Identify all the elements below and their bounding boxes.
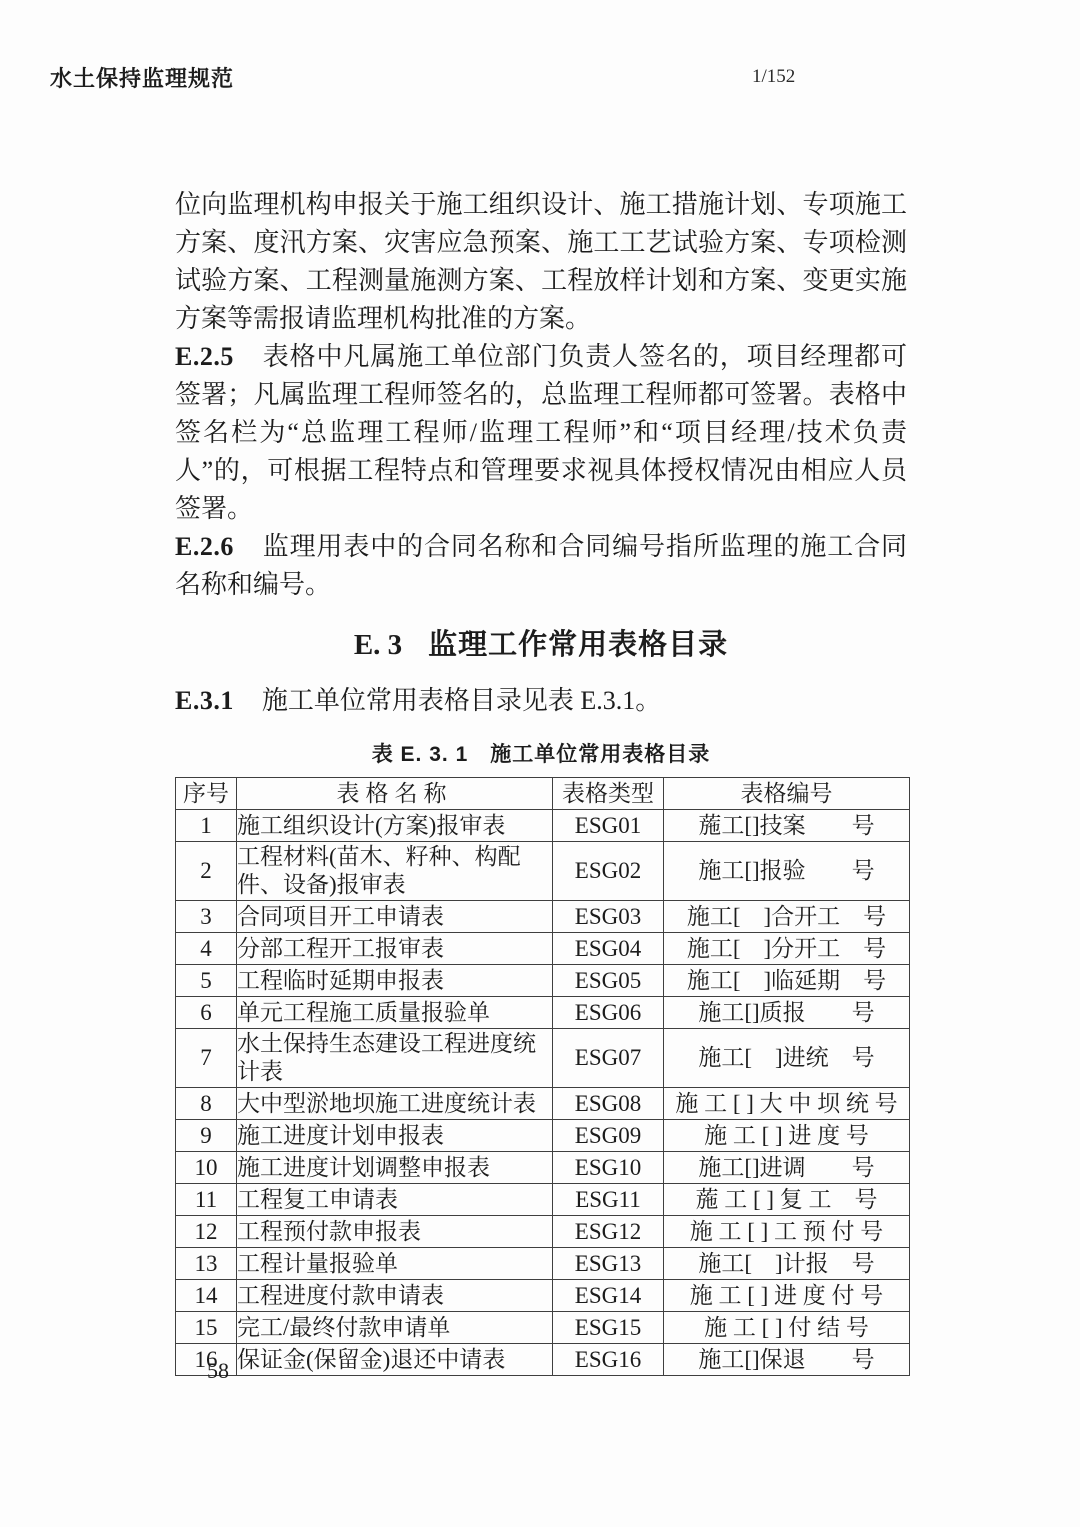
- clause-e25: [175, 338, 907, 528]
- cell-form-name: 单元工程施工质量报验单: [237, 997, 553, 1029]
- cell-no: 7: [176, 1029, 237, 1088]
- cell-no: 13: [176, 1248, 237, 1280]
- cell-form-name: 合同项目开工申请表: [237, 901, 553, 933]
- section-number: E. 3: [353, 629, 403, 661]
- table-row: [176, 1152, 910, 1184]
- cell-no: 6: [176, 997, 237, 1029]
- clause-text: 表格中凡属施工单位部门负责人签名的，项目经理都可签署；凡属监理工程师签名的，总监理工程师都可签署。表格中签名栏为“总监理工程师/监理工程师”和“项目经理/技术负责人”的，可根据工程特点和管理要求视具体授权情况由相应人员签署。: [175, 342, 907, 523]
- table-row: [176, 1280, 910, 1312]
- clause-number: E.2.5: [175, 342, 234, 371]
- cell-form-code: 施 工 [ ] 工 预 付 号: [664, 1216, 910, 1248]
- column-header-code: 表格编号: [664, 778, 910, 810]
- cell-form-name: 工程预付款申报表: [237, 1216, 553, 1248]
- table-row: [176, 842, 910, 901]
- cell-form-code: 施工[]保退 号: [664, 1344, 910, 1376]
- column-header-no: 序号: [176, 778, 237, 810]
- cell-form-type: ESG06: [553, 997, 664, 1029]
- cell-form-name: 施工组织设计(方案)报审表: [237, 810, 553, 842]
- clause-text: 监理用表中的合同名称和合同编号指所监理的施工合同名称和编号。: [175, 532, 907, 599]
- cell-form-name: 施工进度计划调整申报表: [237, 1152, 553, 1184]
- cell-form-code: 施 工 [ ] 付 结 号: [664, 1312, 910, 1344]
- cell-form-type: ESG02: [553, 842, 664, 901]
- clause-number: E.3.1: [175, 686, 234, 715]
- cell-form-code: 施工[ ]进统 号: [664, 1029, 910, 1088]
- clause-e31: [175, 682, 907, 720]
- cell-form-type: ESG16: [553, 1344, 664, 1376]
- cell-form-type: ESG10: [553, 1152, 664, 1184]
- cell-form-type: ESG13: [553, 1248, 664, 1280]
- clause-number: E.2.6: [175, 532, 234, 561]
- cell-form-code: 施工[ ]分开工 号: [664, 933, 910, 965]
- cell-form-name: 工程临时延期申报表: [237, 965, 553, 997]
- cell-form-name: 大中型淤地坝施工进度统计表: [237, 1088, 553, 1120]
- doc-title: 水土保持监理规范: [50, 66, 235, 91]
- forms-catalog-table: [175, 777, 910, 1376]
- cell-form-type: ESG03: [553, 901, 664, 933]
- cell-no: 11: [176, 1184, 237, 1216]
- cell-form-name: 水土保持生态建设工程进度统计表: [237, 1029, 553, 1088]
- cell-form-name: 分部工程开工报审表: [237, 933, 553, 965]
- cell-form-code: 施工[]进调 号: [664, 1152, 910, 1184]
- table-row: [176, 1248, 910, 1280]
- table-row: [176, 901, 910, 933]
- cell-no: 12: [176, 1216, 237, 1248]
- cell-form-type: ESG01: [553, 810, 664, 842]
- table-row: [176, 933, 910, 965]
- cell-no: 9: [176, 1120, 237, 1152]
- cell-form-code: 施工[ ]临延期 号: [664, 965, 910, 997]
- page-content: [175, 186, 907, 1376]
- table-row: [176, 1312, 910, 1344]
- footer-page-number: 58: [207, 1358, 229, 1383]
- table-row: [176, 1088, 910, 1120]
- table-row: [176, 810, 910, 842]
- cell-no: 4: [176, 933, 237, 965]
- cell-form-code: 施工[ ]计报 号: [664, 1248, 910, 1280]
- column-header-name: 表格名称: [237, 778, 553, 810]
- cell-form-name: 完工/最终付款申请单: [237, 1312, 553, 1344]
- table-caption: 表 E. 3. 1 施工单位常用表格目录: [371, 743, 711, 766]
- cell-form-code: 葹工[]技案 号: [664, 810, 910, 842]
- cell-form-type: ESG15: [553, 1312, 664, 1344]
- cell-form-name: 工程计量报验单: [237, 1248, 553, 1280]
- table-row: [176, 1216, 910, 1248]
- cell-form-code: 施工[]报验 号: [664, 842, 910, 901]
- section-heading: [175, 624, 907, 666]
- cell-form-type: ESG09: [553, 1120, 664, 1152]
- paragraph-continuation: 位向监理机构申报关于施工组织设计、施工措施计划、专项施工方案、度汛方案、灾害应急预案、施工工艺试验方案、专项检测试验方案、工程测量施测方案、工程放样计划和方案、变更实施方案等需报请监理机构批准的方案。: [175, 190, 907, 333]
- cell-no: 3: [176, 901, 237, 933]
- table-row: [176, 1029, 910, 1088]
- cell-form-type: ESG04: [553, 933, 664, 965]
- cell-form-code: 施 工 [ ] 进 度 付 号: [664, 1280, 910, 1312]
- cell-no: 16: [176, 1344, 237, 1376]
- cell-form-code: 葹 工 [ ] 复 工 号: [664, 1184, 910, 1216]
- cell-no: 2: [176, 842, 237, 901]
- table-row: [176, 1344, 910, 1376]
- cell-form-code: 施工[ ]合开工 号: [664, 901, 910, 933]
- cell-form-name: 工程进度付款申请表: [237, 1280, 553, 1312]
- cell-form-code: 施 工 [ ] 大 中 坝 统 号: [664, 1088, 910, 1120]
- cell-form-type: ESG11: [553, 1184, 664, 1216]
- cell-no: 14: [176, 1280, 237, 1312]
- cell-form-name: 工程复工申请表: [237, 1184, 553, 1216]
- section-title: 监理工作常用表格目录: [428, 629, 729, 661]
- table-header-row: [176, 778, 910, 810]
- cell-form-code: 施工[]质报 号: [664, 997, 910, 1029]
- cell-form-type: ESG08: [553, 1088, 664, 1120]
- table-row: [176, 965, 910, 997]
- table-row: [176, 997, 910, 1029]
- clause-e26: [175, 528, 907, 604]
- cell-form-name: 保证金(保留金)退还中请表: [237, 1344, 553, 1376]
- cell-form-type: ESG05: [553, 965, 664, 997]
- cell-form-name: 施工进度计划申报表: [237, 1120, 553, 1152]
- cell-form-type: ESG12: [553, 1216, 664, 1248]
- table-row: [176, 1120, 910, 1152]
- cell-form-name: 工程材料(苗木、籽种、构配件、设备)报审表: [237, 842, 553, 901]
- cell-no: 15: [176, 1312, 237, 1344]
- cell-form-type: ESG14: [553, 1280, 664, 1312]
- cell-no: 1: [176, 810, 237, 842]
- cell-no: 8: [176, 1088, 237, 1120]
- cell-form-type: ESG07: [553, 1029, 664, 1088]
- column-header-type: 表格类型: [553, 778, 664, 810]
- table-row: [176, 1184, 910, 1216]
- cell-no: 5: [176, 965, 237, 997]
- cell-form-code: 施 工 [ ] 进 度 号: [664, 1120, 910, 1152]
- clause-text: 施工单位常用表格目录见表 E.3.1。: [261, 686, 662, 715]
- cell-no: 10: [176, 1152, 237, 1184]
- page-indicator: 1/152: [752, 66, 796, 87]
